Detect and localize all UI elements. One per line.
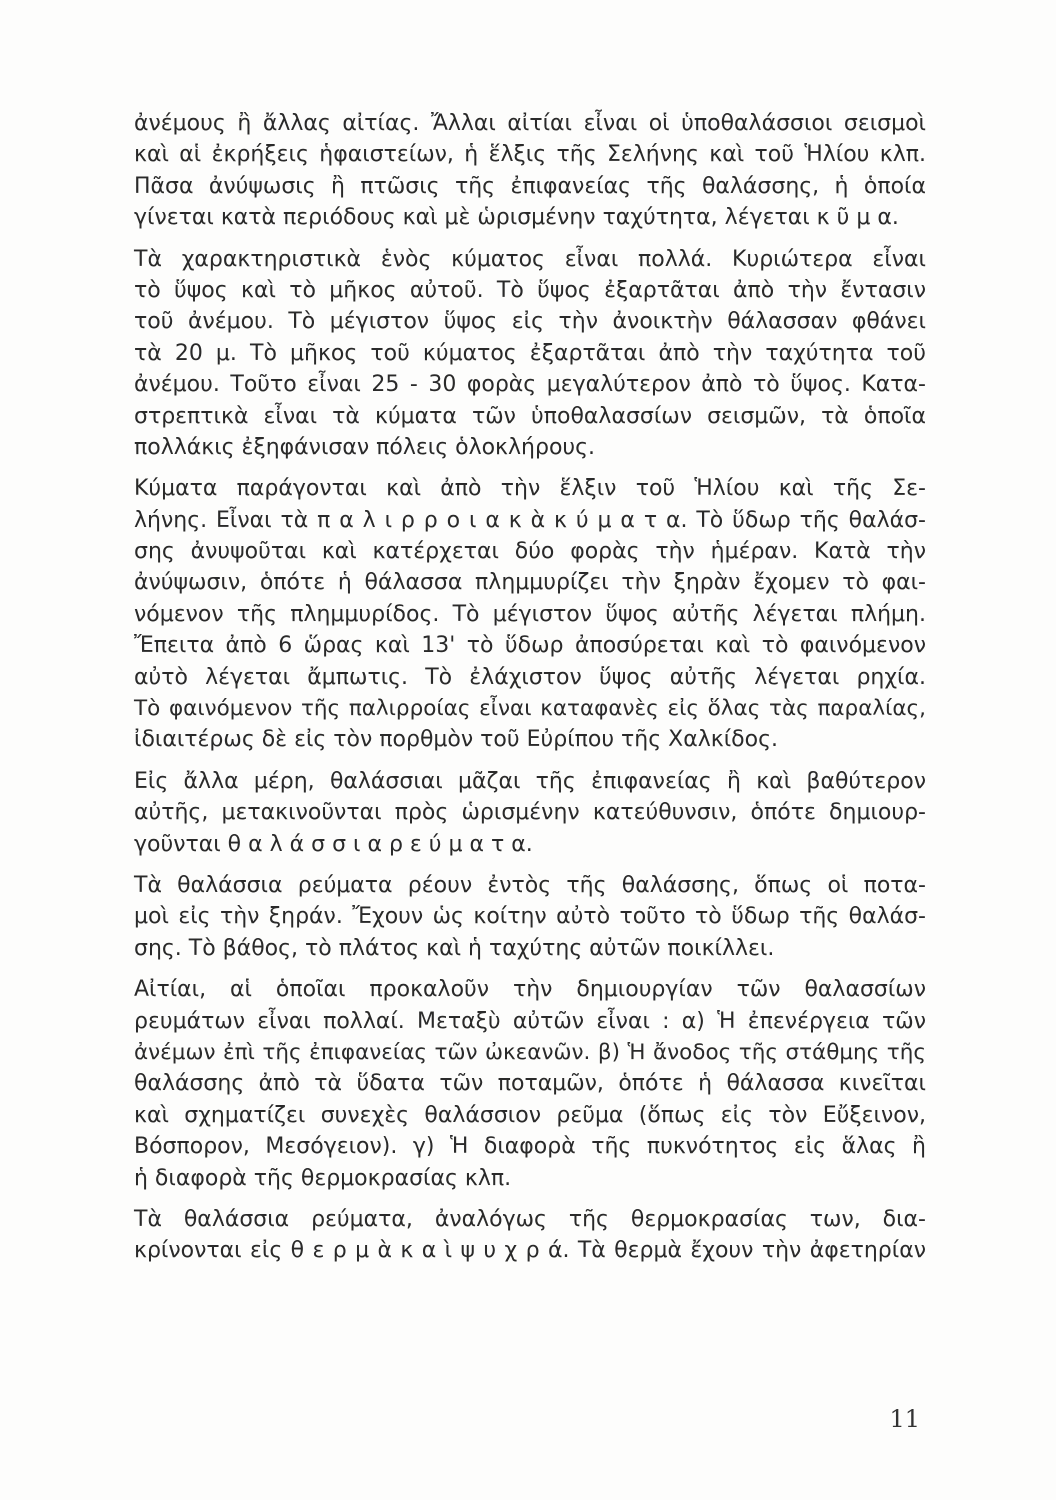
text-line: Αἰτίαι, αἱ ὁποῖαι προκαλοῦν τὴν δημιουργίαν τῶν θαλασσίων: [134, 977, 926, 1003]
text-line: Εἰς ἄλλα μέρη, θαλάσσιαι μᾶζαι τῆς ἐπιφανείας ἢ καὶ βαθύτερον: [134, 768, 926, 794]
paragraph: [134, 1204, 926, 1267]
paragraph-gap: [134, 1194, 926, 1204]
paragraph: [134, 974, 926, 1194]
text-line: πολλάκις ἐξηφάνισαν πόλεις ὁλοκλήρους.: [134, 434, 596, 460]
text-line: γοῦνται θ α λ ά σ σ ι α ρ ε ύ μ α τ α.: [134, 831, 533, 857]
page-number: 11: [889, 1405, 920, 1433]
text-line: καὶ σχηματίζει συνεχὲς θαλάσσιον ρεῦμα (ὅπως εἰς τὸν Εὔξεινον,: [134, 1102, 926, 1128]
text-line: μοὶ εἰς τὴν ξηράν. Ἔχουν ὡς κοίτην αὐτὸ τοῦτο τὸ ὕδωρ τῆς θαλάσ-: [134, 904, 926, 930]
text-line: σης ἀνυψοῦται καὶ κατέρχεται δύο φορὰς τὴν ἡμέραν. Κατὰ τὴν: [134, 539, 926, 565]
text-line: Τὰ χαρακτηριστικὰ ἑνὸς κύματος εἶναι πολλά. Κυριώτερα εἶναι: [134, 246, 926, 272]
text-line: ἀνέμων ἐπὶ τῆς ἐπιφανείας τῶν ὠκεανῶν. β) Ἡ ἄνοδος τῆς στάθμης τῆς: [134, 1039, 926, 1065]
text-line: Βόσπορον, Μεσόγειον). γ) Ἡ διαφορὰ τῆς πυκνότητος εἰς ἅλας ἢ: [134, 1134, 926, 1160]
paragraph-gap: [134, 964, 926, 974]
text-line: τοῦ ἀνέμου. Τὸ μέγιστον ὕψος εἰς τὴν ἀνοικτὴν θάλασσαν φθάνει: [134, 309, 926, 335]
text-line: τὸ ὕψος καὶ τὸ μῆκος αὐτοῦ. Τὸ ὕψος ἐξαρτᾶται ἀπὸ τὴν ἔντασιν: [134, 277, 926, 303]
paragraph: [134, 108, 926, 234]
text-line: καὶ αἱ ἐκρήξεις ἡφαιστείων, ἡ ἕλξις τῆς Σελήνης καὶ τοῦ Ἡλίου κλπ.: [134, 142, 926, 168]
text-line: ἡ διαφορὰ τῆς θερμοκρασίας κλπ.: [134, 1165, 512, 1191]
text-line: ρευμάτων εἶναι πολλαί. Μεταξὺ αὐτῶν εἶναι : α) Ἡ ἐπενέργεια τῶν: [134, 1008, 926, 1034]
text-line: ἀνέμου. Τοῦτο εἶναι 25 - 30 φορὰς μεγαλύτερον ἀπὸ τὸ ὕψος. Κατα-: [134, 372, 926, 398]
paragraph: [134, 766, 926, 860]
paragraph-gap: [134, 860, 926, 870]
text-line: Τὰ θαλάσσια ρεύματα, ἀναλόγως τῆς θερμοκρασίας των, δια-: [134, 1206, 926, 1232]
text-line: Ἔπειτα ἀπὸ 6 ὥρας καὶ 13' τὸ ὕδωρ ἀποσύρεται καὶ τὸ φαινόμενον: [134, 633, 926, 659]
paragraph-gap: [134, 756, 926, 766]
text-line: γίνεται κατὰ περιόδους καὶ μὲ ὡρισμένην ταχύτητα, λέγεται κ ῦ μ α.: [134, 205, 899, 231]
paragraph-gap: [134, 463, 926, 473]
text-line: νόμενον τῆς πλημμυρίδος. Τὸ μέγιστον ὕψος αὐτῆς λέγεται πλήμη.: [134, 601, 926, 627]
text-line: αὐτῆς, μετακινοῦνται πρὸς ὡρισμένην κατεύθυνσιν, ὁπότε δημιουρ-: [134, 800, 926, 826]
text-line: σης. Τὸ βάθος, τὸ πλάτος καὶ ἡ ταχύτης αὐτῶν ποικίλλει.: [134, 935, 775, 961]
text-line: αὐτὸ λέγεται ἄμπωτις. Τὸ ἐλάχιστον ὕψος αὐτῆς λέγεται ρηχία.: [134, 664, 926, 690]
text-line: Τὰ θαλάσσια ρεύματα ρέουν ἐντὸς τῆς θαλάσσης, ὅπως οἱ ποτα-: [134, 872, 926, 898]
body-text: [134, 108, 926, 1267]
text-line: λήνης. Εἶναι τὰ π α λ ι ρ ρ ο ι α κ ὰ κ ύ μ α τ α. Τὸ ὕδωρ τῆς θαλάσ-: [134, 507, 926, 533]
text-line: Πᾶσα ἀνύψωσις ἢ πτῶσις τῆς ἐπιφανείας τῆς θαλάσσης, ἡ ὁποία: [134, 173, 926, 199]
text-line: Τὸ φαινόμενον τῆς παλιρροίας εἶναι καταφανὲς εἰς ὅλας τὰς παραλίας,: [134, 696, 926, 722]
text-line: στρεπτικὰ εἶναι τὰ κύματα τῶν ὑποθαλασσίων σεισμῶν, τὰ ὁποῖα: [134, 403, 926, 429]
text-line: ἀνέμους ἢ ἄλλας αἰτίας. Ἄλλαι αἰτίαι εἶναι οἱ ὑποθαλάσσιοι σεισμοὶ: [134, 111, 926, 136]
paragraph: [134, 473, 926, 756]
text-line: ἰδιαιτέρως δὲ εἰς τὸν πορθμὸν τοῦ Εὐρίπου τῆς Χαλκίδος.: [134, 727, 778, 753]
text-line: κρίνονται εἰς θ ε ρ μ ὰ κ α ὶ ψ υ χ ρ ά. Τὰ θερμὰ ἔχουν τὴν ἀφετηρίαν: [134, 1238, 926, 1264]
paragraph-gap: [134, 234, 926, 244]
text-line: ἀνύψωσιν, ὁπότε ἡ θάλασσα πλημμυρίζει τὴν ξηρὰν ἔχομεν τὸ φαι-: [134, 570, 926, 596]
text-line: θαλάσσης ἀπὸ τὰ ὕδατα τῶν ποταμῶν, ὁπότε ἡ θάλασσα κινεῖται: [134, 1071, 926, 1097]
paragraph: [134, 870, 926, 964]
text-line: τὰ 20 μ. Τὸ μῆκος τοῦ κύματος ἐξαρτᾶται ἀπὸ τὴν ταχύτητα τοῦ: [134, 340, 926, 366]
text-line: Κύματα παράγονται καὶ ἀπὸ τὴν ἕλξιν τοῦ Ἡλίου καὶ τῆς Σε-: [134, 476, 926, 502]
paragraph: [134, 244, 926, 464]
